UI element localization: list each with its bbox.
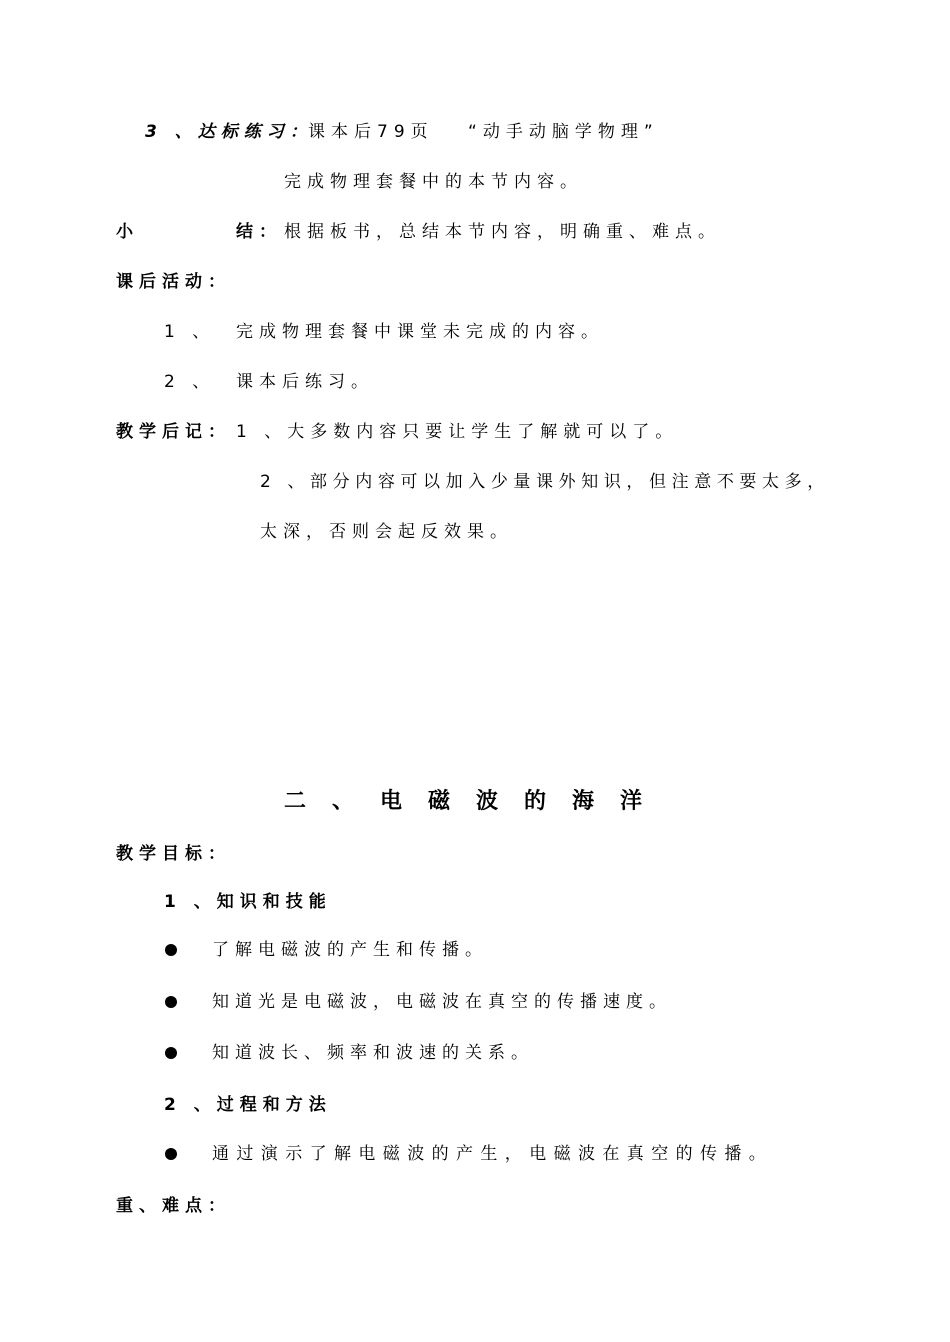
bullet-icon: [165, 1047, 177, 1059]
postscript-label: 教学后记：: [116, 422, 231, 442]
summary-label-b: 结：: [236, 222, 282, 242]
exercise-3-label: 3 、达标练习：: [145, 122, 313, 142]
after-class-item-1-num: 1 、: [164, 322, 216, 342]
section-title-part: 的: [524, 789, 547, 814]
after-class-item-2-text: 课本后练习。: [236, 372, 374, 392]
section-title-part: 海: [572, 789, 595, 814]
section-title: [284, 790, 650, 814]
exercise-3-text-2: 完成物理套餐中的本节内容。: [284, 172, 583, 192]
objectives-heading-2: 2 、过程和方法: [164, 1095, 332, 1115]
section-title-part: 、: [332, 789, 355, 814]
bullet-icon: [165, 996, 177, 1008]
section-title-part: 电: [380, 789, 403, 814]
objective-bullet-text: 了解电磁波的产生和传播。: [212, 940, 488, 960]
after-class-label: 课后活动：: [116, 272, 231, 292]
section-title-part: 二: [284, 789, 307, 814]
after-class-item-1-text: 完成物理套餐中课堂未完成的内容。: [236, 322, 604, 342]
postscript-item-2-continued: 太深，否则会起反效果。: [260, 522, 513, 542]
postscript-item-1: 1 、大多数内容只要让学生了解就可以了。: [236, 422, 679, 442]
bullet-icon: [165, 1148, 177, 1160]
bullet-icon: [165, 944, 177, 956]
objectives-heading-1: 1 、知识和技能: [164, 892, 332, 912]
objective-bullet-text: 通过演示了解电磁波的产生，电磁波在真空的传播。: [212, 1144, 774, 1164]
postscript-item-2: 2 、部分内容可以加入少量课外知识，但注意不要太多，: [260, 472, 830, 492]
objective-bullet-text: 知道光是电磁波，电磁波在真空的传播速度。: [212, 992, 672, 1012]
section-title-part: 波: [476, 789, 499, 814]
summary-text: 根据板书，总结本节内容，明确重、难点。: [284, 222, 721, 242]
after-class-item-2-num: 2 、: [164, 372, 216, 392]
section-title-part: 洋: [620, 789, 643, 814]
objective-bullet-text: 知道波长、频率和波速的关系。: [212, 1043, 534, 1063]
objectives-label: 教学目标：: [116, 844, 231, 864]
keypoints-label: 重、难点：: [116, 1196, 231, 1216]
exercise-3-text: 课本后79页 “动手动脑学物理”: [308, 122, 659, 142]
summary-label-a: 小: [116, 222, 139, 242]
section-title-part: 磁: [428, 789, 451, 814]
